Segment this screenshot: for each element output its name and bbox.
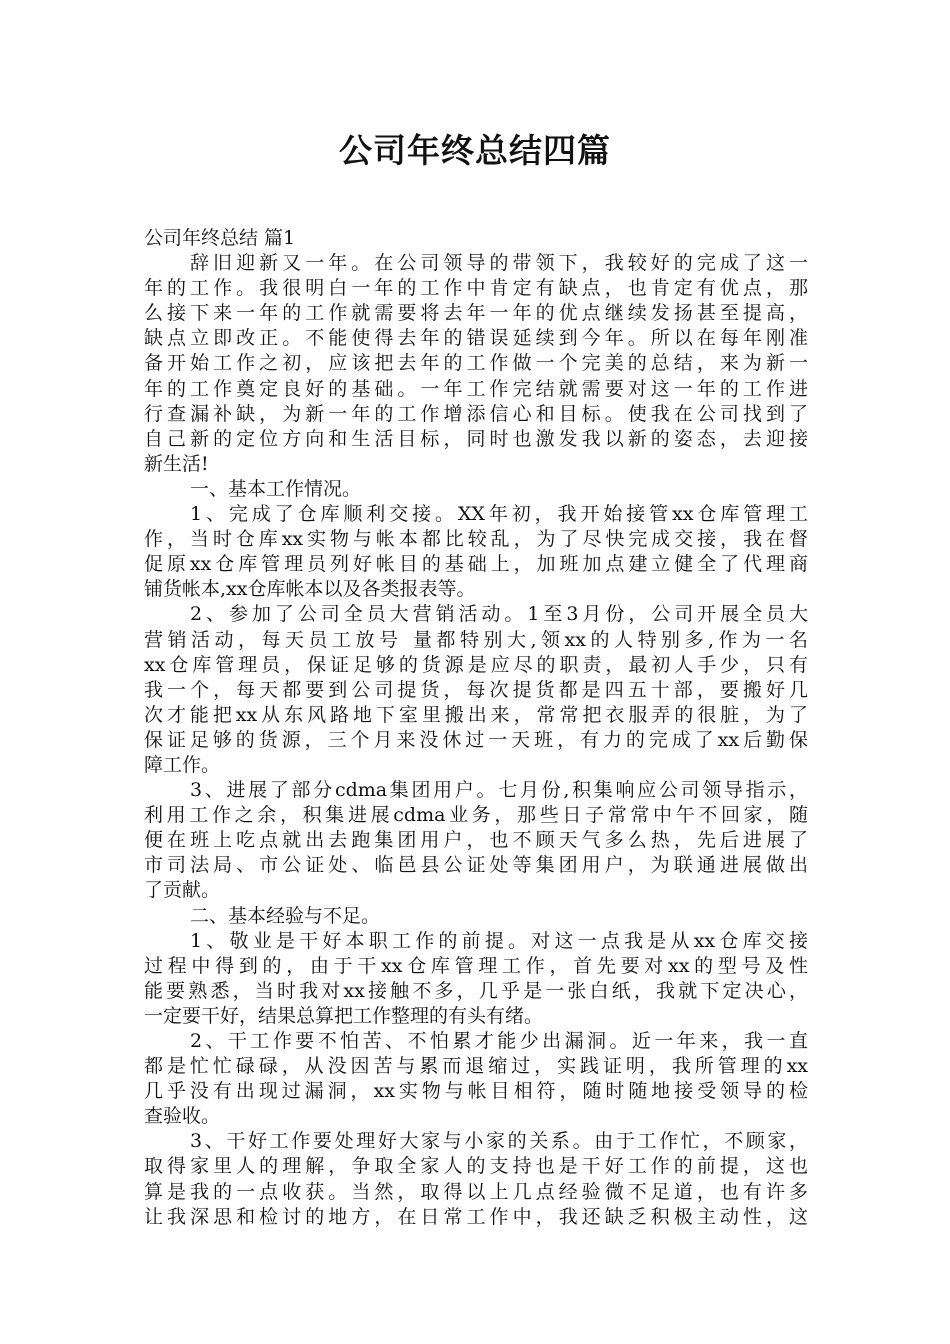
- body-line: 2、干工作要不怕苦、不怕累才能少出漏洞。近一年来，我一直: [190, 1030, 808, 1052]
- body-line: 自己新的定位方向和生活目标，同时也激发我以新的姿态，去迎接: [144, 427, 808, 450]
- body-line: 了贡献。: [144, 879, 221, 902]
- body-line: 行查漏补缺，为新一年的工作增添信心和目标。使我在公司找到了: [144, 402, 808, 425]
- body-line: xx仓库管理员，保证足够的货源是应尽的职责，最初人手少，只有: [144, 653, 808, 676]
- body-line: 2、参加了公司全员大营销活动。1至3月份，公司开展全员大: [190, 603, 808, 626]
- body-line: 一、基本工作情况。: [190, 477, 362, 500]
- body-line: 都是忙忙碌碌，从没因苦与累而退缩过，实践证明，我所管理的xx: [144, 1055, 808, 1078]
- body-line: 查验收。: [144, 1105, 221, 1128]
- body-line: 营销活动，每天员工放号 量都特别大,领xx的人特别多,作为一名: [144, 628, 808, 651]
- document-title: 公司年终总结四篇: [339, 131, 611, 170]
- body-line: 能要熟悉，当时我对xx接触不多，几乎是一张白纸，我就下定决心，: [144, 979, 808, 1002]
- body-line: 取得家里人的理解，争取全家人的支持也是干好工作的前提，这也: [144, 1155, 808, 1178]
- body-line: 保证足够的货源，三个月来没休过一天班，有力的完成了xx后勤保: [144, 728, 808, 751]
- body-line: 作，当时仓库xx实物与帐本都比较乱，为了尽快完成交接，我在督: [144, 528, 808, 551]
- body-line: 促原xx仓库管理员列好帐目的基础上，加班加点建立健全了代理商: [144, 553, 808, 576]
- body-line: 利用工作之余，积集进展cdma业务，那些日子常常中午不回家，随: [144, 804, 808, 827]
- body-line: 年的工作奠定良好的基础。一年工作完结就需要对这一年的工作进: [144, 377, 808, 400]
- section-heading: 公司年终总结 篇1: [144, 227, 296, 249]
- body-line: 3、干好工作要处理好大家与小家的关系。由于工作忙，不顾家，: [190, 1130, 808, 1153]
- body-line: 1、敬业是干好本职工作的前提。对这一点我是从xx仓库交接: [190, 929, 808, 952]
- body-line: 缺点立即改正。不能使得去年的错误延续到今年。所以在每年刚准: [144, 327, 808, 350]
- body-line: 过程中得到的，由于干xx仓库管理工作，首先要对xx的型号及性: [144, 954, 808, 977]
- body-line: 让我深思和检讨的地方，在日常工作中，我还缺乏积极主动性，这: [144, 1205, 808, 1228]
- document-body: [144, 226, 808, 1230]
- body-line: 3、进展了部分cdma集团用户。七月份,积集响应公司领导指示，: [190, 779, 808, 802]
- body-line: 新生活!: [144, 452, 209, 475]
- body-line: 几乎没有出现过漏洞，xx实物与帐目相符，随时随地接受领导的检: [144, 1080, 808, 1103]
- body-line: 辞旧迎新又一年。在公司领导的带领下，我较好的完成了这一: [190, 252, 808, 275]
- body-line: 我一个，每天都要到公司提货，每次提货都是四五十部，要搬好几: [144, 678, 808, 701]
- body-line: 市司法局、市公证处、临邑县公证处等集团用户，为联通进展做出: [144, 854, 808, 877]
- body-line: 1、完成了仓库顺利交接。XX年初，我开始接管xx仓库管理工: [190, 503, 808, 526]
- body-line: 铺货帐本,xx仓库帐本以及各类报表等。: [144, 578, 476, 601]
- body-line: 么接下来一年的工作就需要将去年一年的优点继续发扬甚至提高，: [144, 302, 808, 325]
- body-line: 算是我的一点收获。当然，取得以上几点经验微不足道，也有许多: [144, 1180, 808, 1203]
- body-line: 次才能把xx从东风路地下室里搬出来，常常把衣服弄的很脏，为了: [144, 703, 808, 726]
- body-line: 一定要干好，结果总算把工作整理的有头有绪。: [144, 1004, 544, 1027]
- body-line: 二、基本经验与不足。: [190, 904, 381, 927]
- body-line: 障工作。: [144, 753, 221, 776]
- body-line: 年的工作。我很明白一年的工作中肯定有缺点，也肯定有优点，那: [144, 277, 808, 300]
- body-line: 备开始工作之初，应该把去年的工作做一个完美的总结，来为新一: [144, 352, 808, 375]
- body-line: 便在班上吃点就出去跑集团用户，也不顾天气多么热，先后进展了: [144, 829, 808, 852]
